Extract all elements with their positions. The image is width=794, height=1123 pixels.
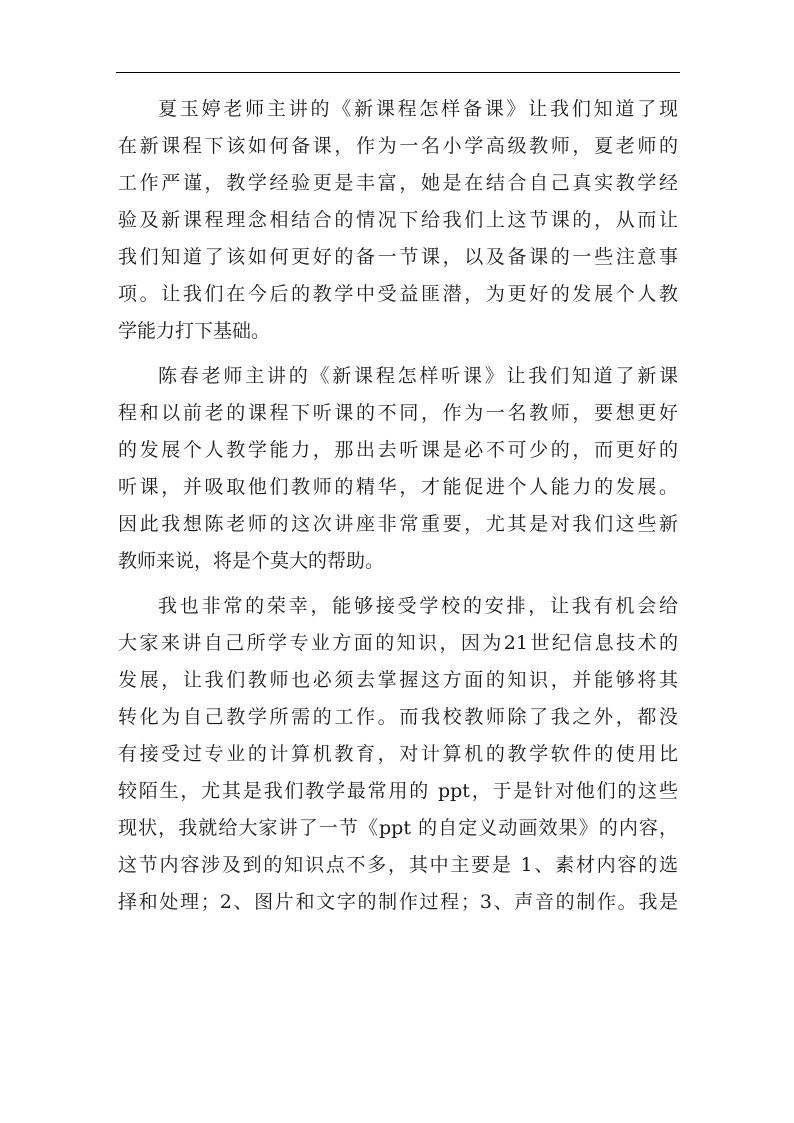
paragraph-1 [118,91,678,350]
text-line: 大家来讲自己所学专业方面的知识，因为21世纪信息技术的 [118,632,678,654]
text-line: 的发展个人教学能力，那出去听课是必不可少的，而更好的 [118,439,678,461]
paragraph-spacing [118,580,678,588]
text-line: 现状，我就给大家讲了一节《ppt 的自定义动画效果》的内容， [118,817,678,839]
text-line: 教师来说，将是个莫大的帮助。 [118,550,385,572]
text-line: 程和以前老的课程下听课的不同，作为一名教师，要想更好 [118,402,678,424]
text-line: 有接受过专业的计算机教育，对计算机的教学软件的使用比 [118,743,678,765]
text-line: 转化为自己教学所需的工作。而我校教师除了我之外，都没 [118,706,678,728]
paragraph-3 [118,588,678,921]
text-line: 较陌生，尤其是我们教学最常用的 ppt，于是针对他们的这些 [118,780,678,802]
text-line: 我也非常的荣幸，能够接受学校的安排，让我有机会给 [158,595,678,617]
text-line: 听课，并吸取他们教师的精华，才能促进个人能力的发展。 [118,476,678,498]
header-rule [116,72,680,73]
text-line: 项。让我们在今后的教学中受益匪潜，为更好的发展个人教 [118,283,678,305]
paragraph-spacing [118,350,678,358]
text-line: 我们知道了该如何更好的备一节课，以及备课的一些注意事 [118,246,678,268]
text-line: 夏玉婷老师主讲的《新课程怎样备课》让我们知道了现 [158,98,678,120]
text-line: 验及新课程理念相结合的情况下给我们上这节课的，从而让 [118,209,678,231]
text-line: 因此我想陈老师的这次讲座非常重要，尤其是对我们这些新 [118,513,678,535]
body-text [118,91,678,921]
text-line: 在新课程下该如何备课，作为一名小学高级教师，夏老师的 [118,135,678,157]
text-line: 学能力打下基础。 [118,320,271,342]
text-line: 陈春老师主讲的《新课程怎样听课》让我们知道了新课 [158,365,678,387]
text-line: 工作严谨，教学经验更是丰富，她是在结合自己真实教学经 [118,172,678,194]
text-line: 这节内容涉及到的知识点不多，其中主要是 1、素材内容的选 [118,854,678,876]
paragraph-2 [118,358,678,580]
text-line: 发展，让我们教师也必须去掌握这方面的知识，并能够将其 [118,669,678,691]
text-line: 择和处理；2、图片和文字的制作过程；3、声音的制作。我是 [118,891,678,913]
